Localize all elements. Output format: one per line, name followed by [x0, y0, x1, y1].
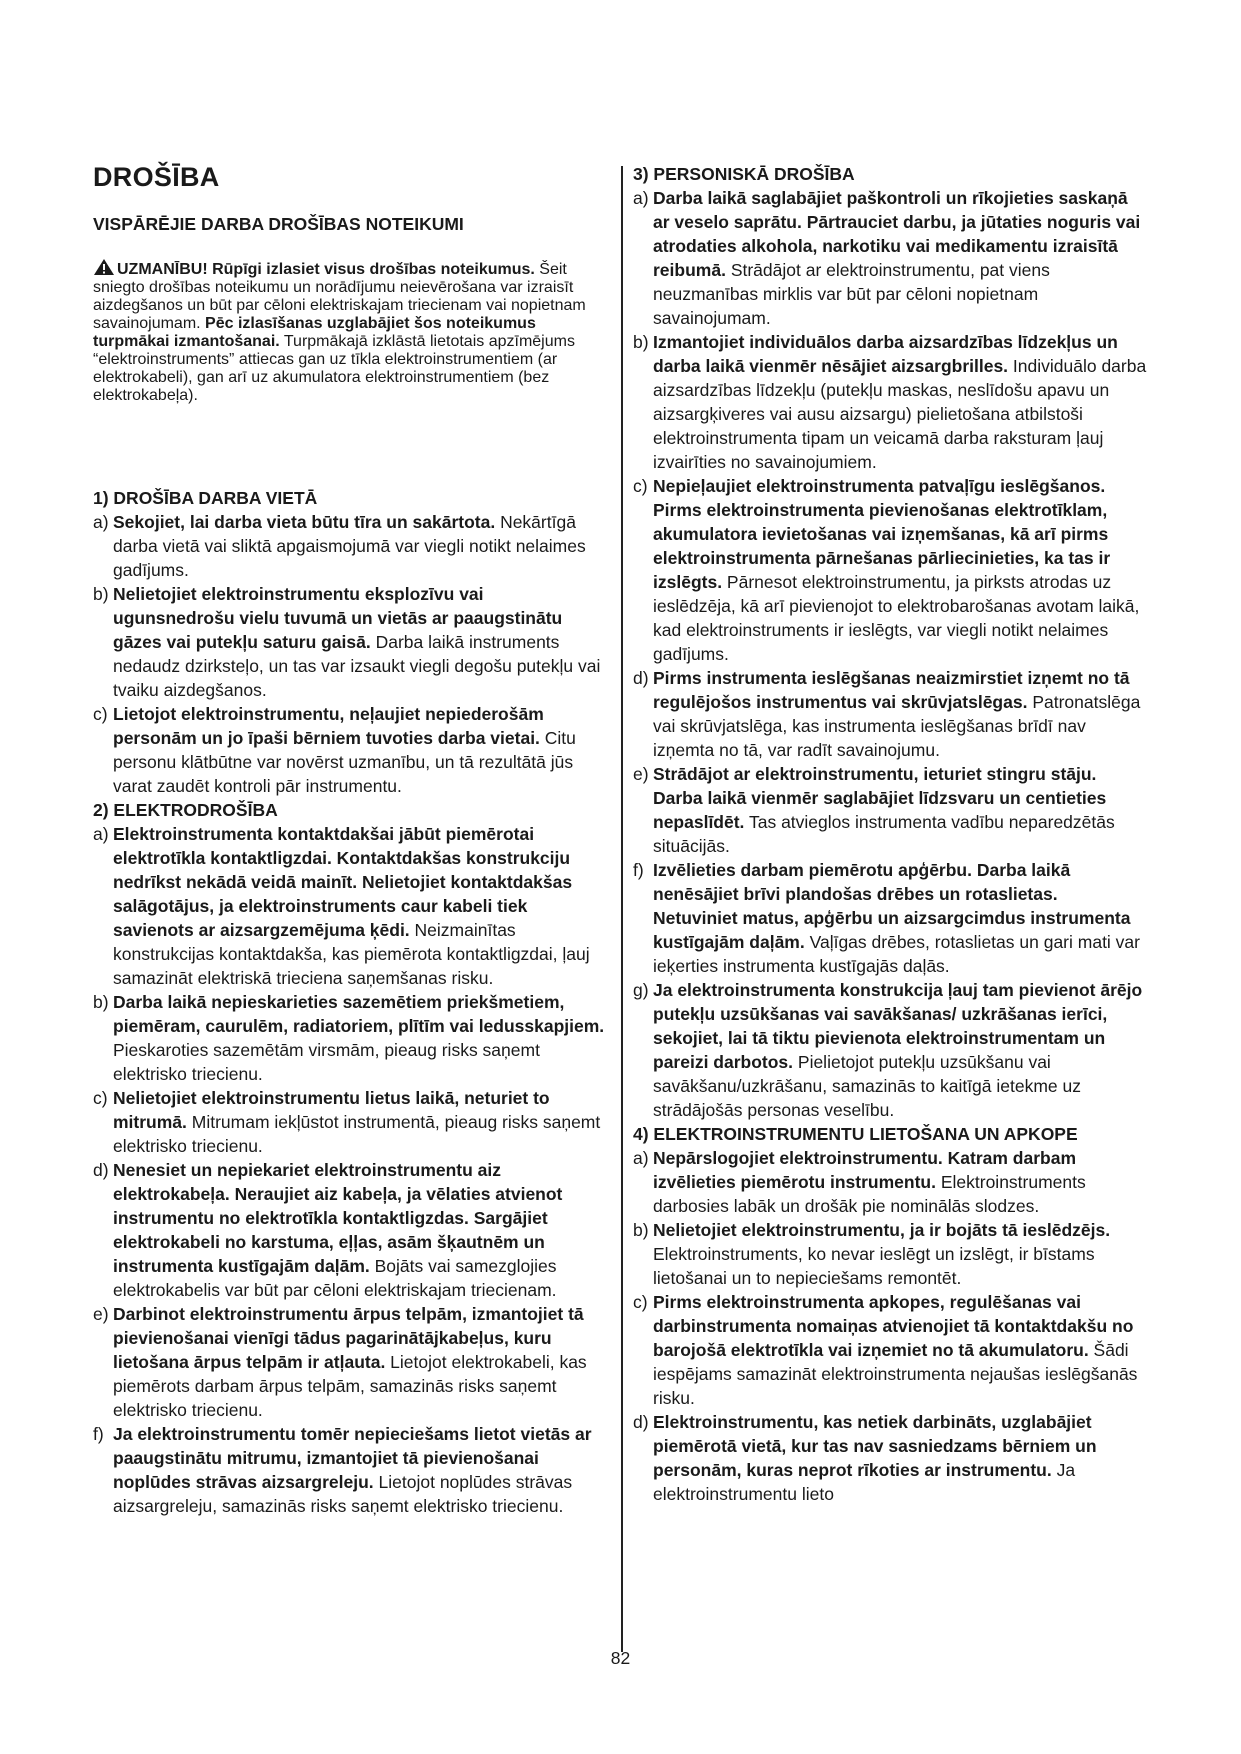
list-item: a) Darba laikā saglabājiet paškontroli un rīkojieties saskaņā ar veselo saprātu. Pārtrauciet darbu, ja jūtaties noguris vai atrodaties alkohola, narkotiku vai medikamentu izraisītā reibumā. Strādājot ar elektroinstrumentu, pat viens neuzmanības mirklis var būt par cēloni nopietnam savainojumam.: [633, 188, 1141, 328]
warning-text-2: Turpmākajā izklāstā lietotais apzīmējums “elektroinstruments” attiecas gan uz tīkla elektroinstrumentiem (ar elektrokabeli), gan arī uz akumulatora elektroinstrumentiem (bez elektrokabeļa).: [93, 333, 575, 404]
warning-triangle-icon: [93, 258, 115, 276]
warning-paragraph: [93, 258, 598, 405]
list-item: e) Darbinot elektroinstrumentu ārpus telpām, izmantojiet tā pievienošanai vienīgi tādus pagarinātājkabeļus, kuru lietošana ārpus telpām ir atļauta. Lietojot elektrokabeli, kas piemērots darbam ārpus telpām, samazinās risks saņemt elektrisko triecienu.: [93, 1304, 587, 1420]
section-work-area: [93, 486, 607, 1518]
list-item: b) Nelietojiet elektroinstrumentu eksplozīvu vai ugunsnedrošu vielu tuvumā un vietās ar paaugstinātu gāzes vai putekļu saturu gaisā. Darba laikā instruments nedaudz dzirksteļo, un tas var izsaukt viegli degošu putekļu vai tvaiku aizdegšanos.: [93, 584, 601, 700]
section-heading: 1) DROŠĪBA DARBA VIETĀ: [93, 488, 318, 508]
warning-text-1: Šeit sniegto drošības noteikumu un norādījumu neievērošana var izraisīt aizdegšanos un būt par cēloni elektriskajam triecienam vai nopietnam savainojumam.: [93, 261, 586, 332]
list-item: f) Izvēlieties darbam piemērotu apģērbu. Darba laikā nenēsājiet brīvi plandošas drēbes un rotaslietas. Netuviniet matus, apģērbu un aizsargcimdus instrumenta kustīgajām daļām. Vaļīgas drēbes, rotaslietas un gari mati var ieķerties instrumenta kustīgajās daļās.: [633, 860, 1140, 976]
list-item: c) Pirms elektroinstrumenta apkopes, regulēšanas vai darbinstrumenta nomaiņas atvienojiet tā kontaktdakšu no barojošā elektrotīkla vai izņemiet no tā akumulatoru. Šādi iespējams samazināt elektroinstrumenta nejaušas ieslēgšanās risku.: [633, 1292, 1138, 1408]
list-item: e) Strādājot ar elektroinstrumentu, ieturiet stingru stāju. Darba laikā vienmēr saglabājiet līdzsvaru un centieties nepaslīdēt. Tas atvieglos instrumenta vadību neparedzētās situācijās.: [633, 764, 1115, 856]
list-item: a) Nepārslogojiet elektroinstrumentu. Katram darbam izvēlieties piemērotu instrumentu. Elektroinstruments darbosies labāk un drošāk pie nominālās slodzes.: [633, 1148, 1086, 1216]
section-personal-safety: [633, 162, 1147, 1506]
section-heading: 4) ELEKTROINSTRUMENTU LIETOŠANA UN APKOPE: [633, 1124, 1078, 1144]
list-item: c) Nepieļaujiet elektroinstrumenta patvaļīgu ieslēgšanos. Pirms elektroinstrumenta pievienošanas elektrotīklam, akumulatora ievietošanas vai izņemšanas, kā arī pirms elektroinstrumenta pārnešanas pārliecinieties, ka tas ir izslēgts. Pārnesot elektroinstrumentu, ja pirksts atrodas uz ieslēdzēja, kā arī pievienojot to elektrobarošanas avotam laikā, kad elektroinstruments ir ieslēgts, var viegli notikt nelaimes gadījums.: [633, 476, 1140, 664]
list-item: d) Nenesiet un nepiekariet elektroinstrumentu aiz elektrokabeļa. Neraujiet aiz kabeļa, ja vēlaties atvienot instrumentu no elektrotīkla kontaktligzdas. Sargājiet elektrokabeli no karstuma, eļļas, asām šķautnēm un instrumenta kustīgajām daļām. Bojāts vai samezglojies elektrokabelis var būt par cēloni elektriskajam triecienam.: [93, 1160, 563, 1300]
general-rules-heading: VISPĀRĒJIE DARBA DROŠĪBAS NOTEIKUMI: [93, 214, 464, 234]
warning-bold-1: UZMANĪBU! Rūpīgi izlasiet visus drošības noteikumus.: [117, 261, 535, 278]
list-item: d) Pirms instrumenta ieslēgšanas neaizmirstiet izņemt no tā regulējošos instrumentus vai skrūvjatslēgas. Patronatslēga vai skrūvjatslēga, kas instrumenta ieslēgšanas brīdī nav izņemta no tā, var radīt savainojumu.: [633, 668, 1141, 760]
list-item: a) Sekojiet, lai darba vieta būtu tīra un sakārtota. Nekārtīgā darba vietā vai sliktā apgaismojumā var viegli notikt nelaimes gadījums.: [93, 512, 586, 580]
list-item: b) Nelietojiet elektroinstrumentu, ja ir bojāts tā ieslēdzējs. Elektroinstruments, ko nevar ieslēgt un izslēgt, ir bīstams lietošanai un to nepieciešams remontēt.: [633, 1220, 1111, 1288]
column-divider: [621, 166, 623, 1652]
section-heading: 2) ELEKTRODROŠĪBA: [93, 800, 278, 820]
list-item: g) Ja elektroinstrumenta konstrukcija ļauj tam pievienot ārējo putekļu uzsūkšanas vai savākšanas/ uzkrāšanas ierīci, sekojiet, lai tā tiktu pievienota elektroinstrumentam un pareizi darbotos. Pielietojot putekļu uzsūkšanu vai savākšanu/uzkrāšanu, samazinās to kaitīgā ietekme uz strādājošās personas veselību.: [633, 980, 1143, 1120]
page-number: 82: [610, 1648, 631, 1668]
list-item: c) Nelietojiet elektroinstrumentu lietus laikā, neturiet to mitrumā. Mitrumam iekļūstot instrumentā, pieaug risks saņemt elektrisko triecienu.: [93, 1088, 601, 1156]
section-heading: 3) PERSONISKĀ DROŠĪBA: [633, 164, 855, 184]
list-item: b) Izmantojiet individuālos darba aizsardzības līdzekļus un darba laikā vienmēr nēsājiet aizsargbrilles. Individuālo darba aizsardzības līdzekļu (putekļu maskas, neslīdošu apavu un aizsargķiveres vai ausu aizsargu) pielietošana atbilstoši elektroinstrumenta tipam un veicamā darba raksturam ļauj izvairīties no savainojumiem.: [633, 332, 1147, 472]
page-title: DROŠĪBA: [93, 162, 220, 192]
warning-bold-2: Pēc izlasīšanas uzglabājiet šos noteikumus turpmākai izmantošanai.: [93, 315, 536, 350]
list-item: b) Darba laikā nepieskarieties sazemētiem priekšmetiem, piemēram, caurulēm, radiatoriem, plītīm vai ledusskapjiem. Pieskaroties sazemētām virsmām, pieaug risks saņemt elektrisko triecienu.: [93, 992, 605, 1084]
list-item: a) Elektroinstrumenta kontaktdakšai jābūt piemērotai elektrotīkla kontaktligzdai. Kontaktdakšas konstrukciju nedrīkst nekādā veidā mainīt. Nelietojiet kontaktdakšas salāgotājus, ja elektroinstruments caur kabeli tiek savienots ar aizsargzemējuma ķēdi. Neizmainītas konstrukcijas kontaktdakša, kas piemērota kontaktligzdai, ļauj samazināt elektriskā trieciena saņemšanas risku.: [93, 824, 590, 988]
list-item: c) Lietojot elektroinstrumentu, neļaujiet nepiederošām personām un jo īpaši bērniem tuvoties darba vietai. Citu personu klātbūtne var novērst uzmanību, un tā rezultātā jūs varat zaudēt kontroli pār instrumentu.: [93, 704, 576, 796]
list-item: f) Ja elektroinstrumentu tomēr nepieciešams lietot vietās ar paaugstinātu mitrumu, izmantojiet tā pievienošanai noplūdes strāvas aizsargreleju. Lietojot noplūdes strāvas aizsargreleju, samazinās risks saņemt elektrisko triecienu.: [93, 1424, 592, 1516]
list-item: d) Elektroinstrumentu, kas netiek darbināts, uzglabājiet piemērotā vietā, kur tas nav sasniedzams bērniem un personām, kuras neprot rīkoties ar instrumentu. Ja elektroinstrumentu lieto: [633, 1412, 1097, 1504]
